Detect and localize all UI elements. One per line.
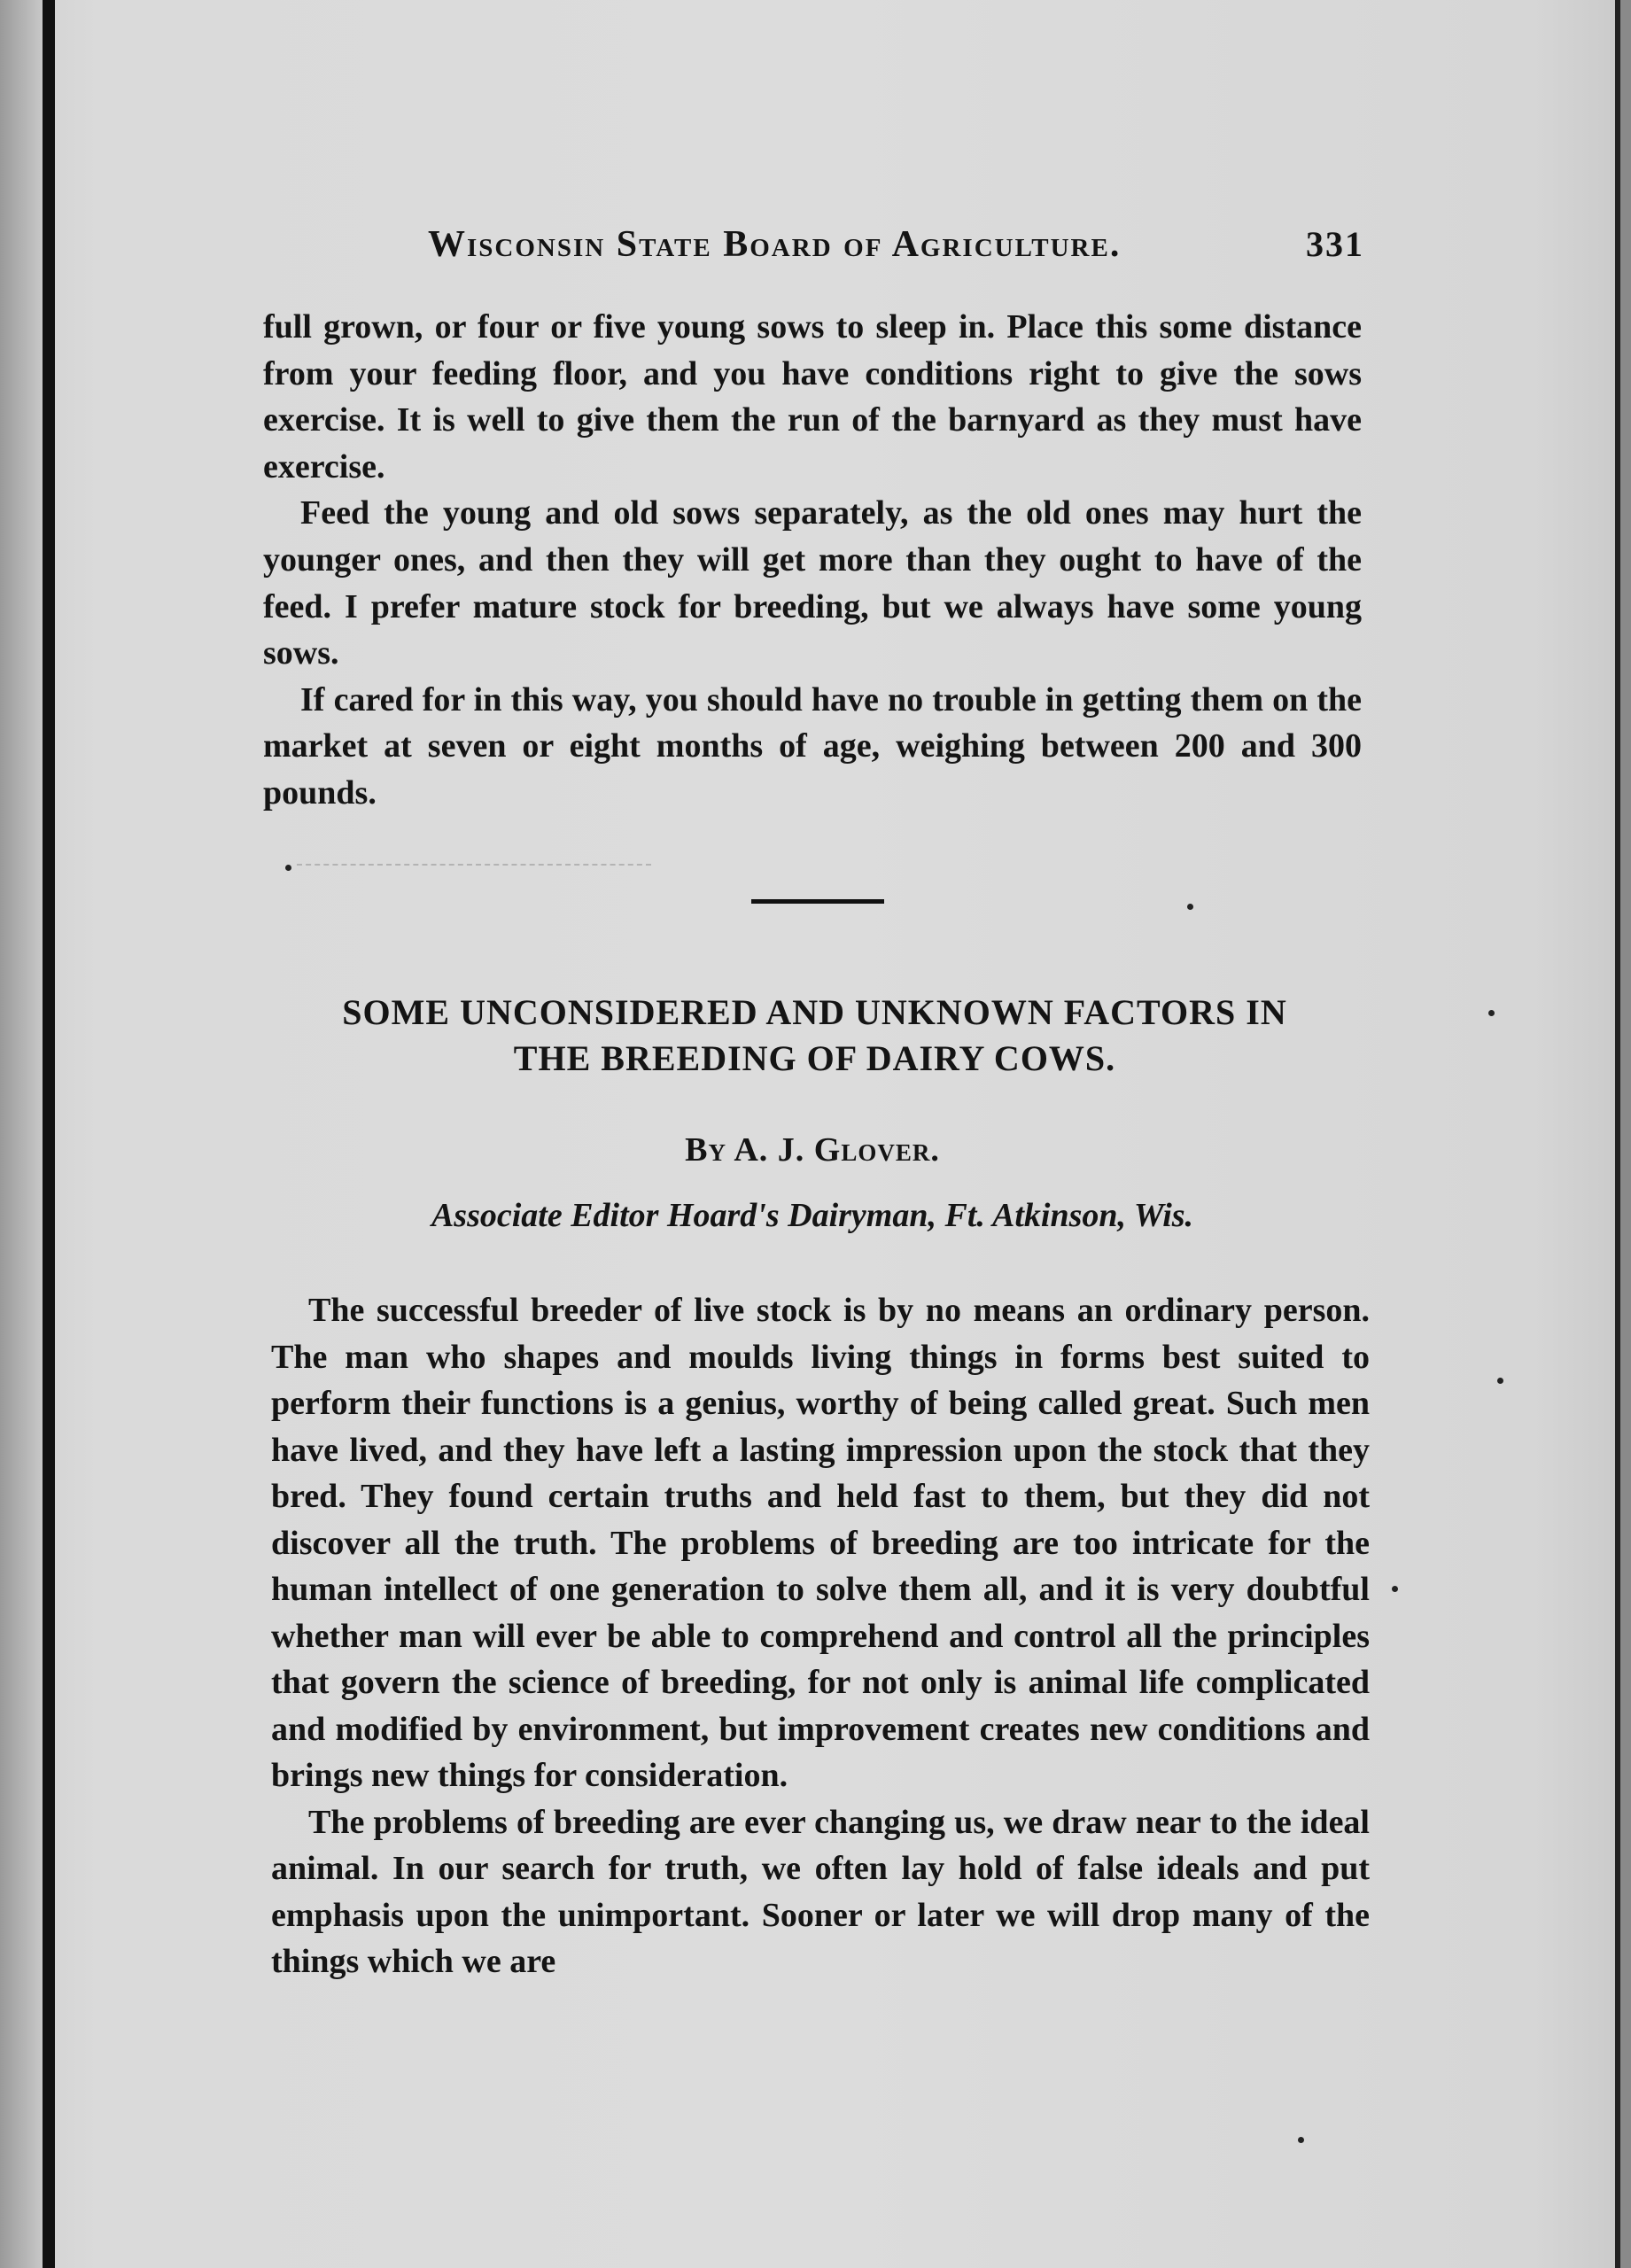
speck <box>1392 1586 1398 1592</box>
speck <box>1497 1378 1503 1384</box>
paragraph: Feed the young and old sows separately, as the old ones may hurt the younger ones, and then they will get more than they ought to have of the feed. I prefer mature stock for breeding, but we always have some young sows. <box>263 494 1362 672</box>
page-number: 331 <box>1306 224 1364 264</box>
speck <box>1298 2137 1304 2143</box>
article-body <box>271 1287 1370 1985</box>
article-byline: By A. J. Glover. <box>685 1131 940 1169</box>
right-page-shadow <box>1620 0 1631 2268</box>
article-title <box>263 990 1366 1082</box>
right-page-edge <box>1615 0 1620 2268</box>
author-affiliation: Associate Editor Hoard's Dairyman, Ft. Atkinson, Wis. <box>431 1197 1194 1234</box>
binding-shadow <box>0 0 43 2268</box>
binding-edge <box>43 0 55 2268</box>
article-title-line: SOME UNCONSIDERED AND UNKNOWN FACTORS IN <box>342 992 1287 1032</box>
article-title-line: THE BREEDING OF DAIRY COWS. <box>513 1038 1116 1078</box>
speck <box>1488 1010 1495 1016</box>
running-head <box>266 223 1364 268</box>
speck <box>285 865 291 871</box>
continued-section <box>263 304 1362 817</box>
paragraph: If cared for in this way, you should have no trouble in getting them on the market at seven or eight months of age, weighing between 200 and 300 pounds. <box>263 680 1362 812</box>
section-divider-rule <box>751 899 884 904</box>
running-title: Wisconsin State Board of Agriculture. <box>428 224 1122 265</box>
speck <box>1187 904 1193 910</box>
faint-dashes <box>297 864 651 867</box>
paragraph: full grown, or four or five young sows to sleep in. Place this some distance from your feeding floor, and you have conditions right to give the sows exercise. It is well to give them the run of the barnyard as they must have exercise. <box>263 308 1362 485</box>
paragraph: The problems of breeding are ever changing us, we draw near to the ideal animal. In our search for truth, we often lay hold of false ideals and put emphasis upon the unimportant. Sooner or later we will drop many of the things which we are <box>271 1803 1370 1980</box>
paragraph: The successful breeder of live stock is by no means an ordinary person. The man who shapes and moulds living things in forms best suited to perform their functions is a genius, worthy of being called great. Such men have lived, and they have left a lasting impression upon the stock that they bred. They found certain truths and held fast to them, but they did not discover all the truth. The problems of breeding are too intricate for the human intellect of one generation to solve them all, and it is very doubtful whether man will ever be able to comprehend and control all the principles that govern the science of breeding, for not only is animal life complicated and modified by environment, but improvement creates new conditions and brings new things for consideration. <box>271 1292 1370 1794</box>
